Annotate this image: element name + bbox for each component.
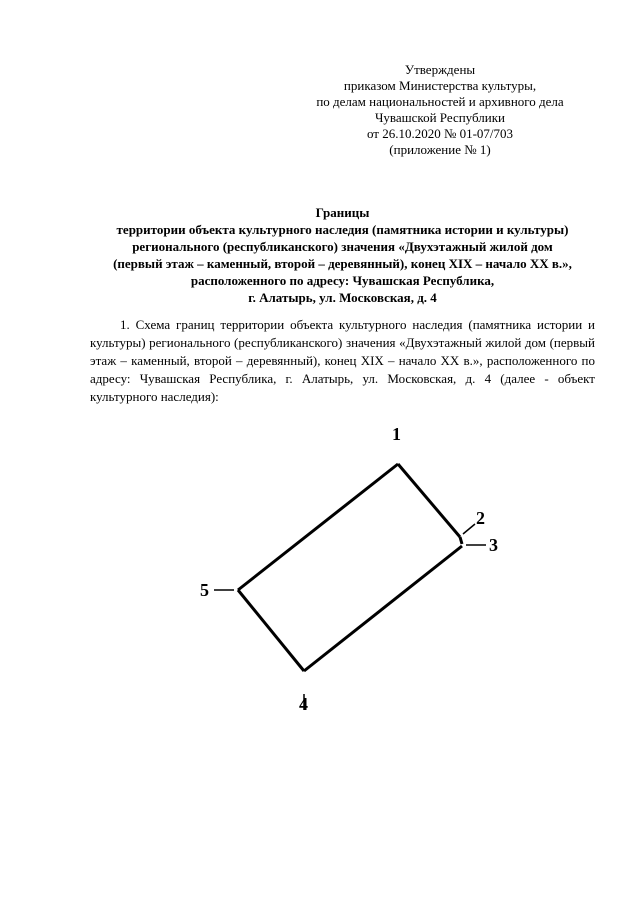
approval-line-2: приказом Министерства культуры, bbox=[343, 78, 537, 93]
approval-line-1: Утверждены bbox=[404, 62, 476, 77]
point-label-1: 1 bbox=[392, 424, 401, 444]
title-line-1: Границы bbox=[315, 205, 370, 220]
point-label-2: 2 bbox=[476, 508, 485, 528]
title-line-2: территории объекта культурного наследия (памятника истории и культуры) bbox=[116, 222, 569, 237]
title-line-5: расположенного по адресу: Чувашская Республика, bbox=[190, 273, 495, 288]
boundary-edge-5-1 bbox=[238, 464, 398, 590]
boundary-edge-4-5 bbox=[238, 590, 304, 671]
boundary-edge-3-4 bbox=[304, 546, 462, 671]
point-label-5: 5 bbox=[200, 580, 209, 600]
point-label-3: 3 bbox=[489, 535, 498, 555]
title-line-3: регионального (республиканского) значения «Двухэтажный жилой дом bbox=[132, 239, 553, 254]
title-line-4: (первый этаж – каменный, второй – деревянный), конец XIX – начало XX в.», bbox=[113, 256, 572, 271]
title-line-6: г. Алатырь, ул. Московская, д. 4 bbox=[248, 290, 437, 305]
boundary-edge-2-3 bbox=[460, 537, 462, 544]
leader-line-2 bbox=[463, 524, 475, 534]
point-label-4: 4 bbox=[299, 694, 308, 714]
boundary-edge-1-2 bbox=[398, 464, 460, 537]
approval-line-3: по делам национальностей и архивного дела bbox=[316, 94, 564, 109]
approval-line-5: от 26.10.2020 № 01-07/703 bbox=[366, 126, 514, 141]
approval-line-6: (приложение № 1) bbox=[389, 142, 491, 157]
scheme-paragraph: 1. Схема границ территории объекта культурного наследия (памятника истории и культуры) регионального (республиканского) значения «Двухэтажный жилой дом (первый этаж – каменный, второй – деревянный), конец XIX – начало XX в.», расположенного по адресу: Чувашская Республика, г. Алатырь, ул. Московская, д. 4 (далее - объект культурного наследия): bbox=[90, 317, 595, 404]
approval-line-4: Чувашской Республики bbox=[374, 110, 506, 125]
